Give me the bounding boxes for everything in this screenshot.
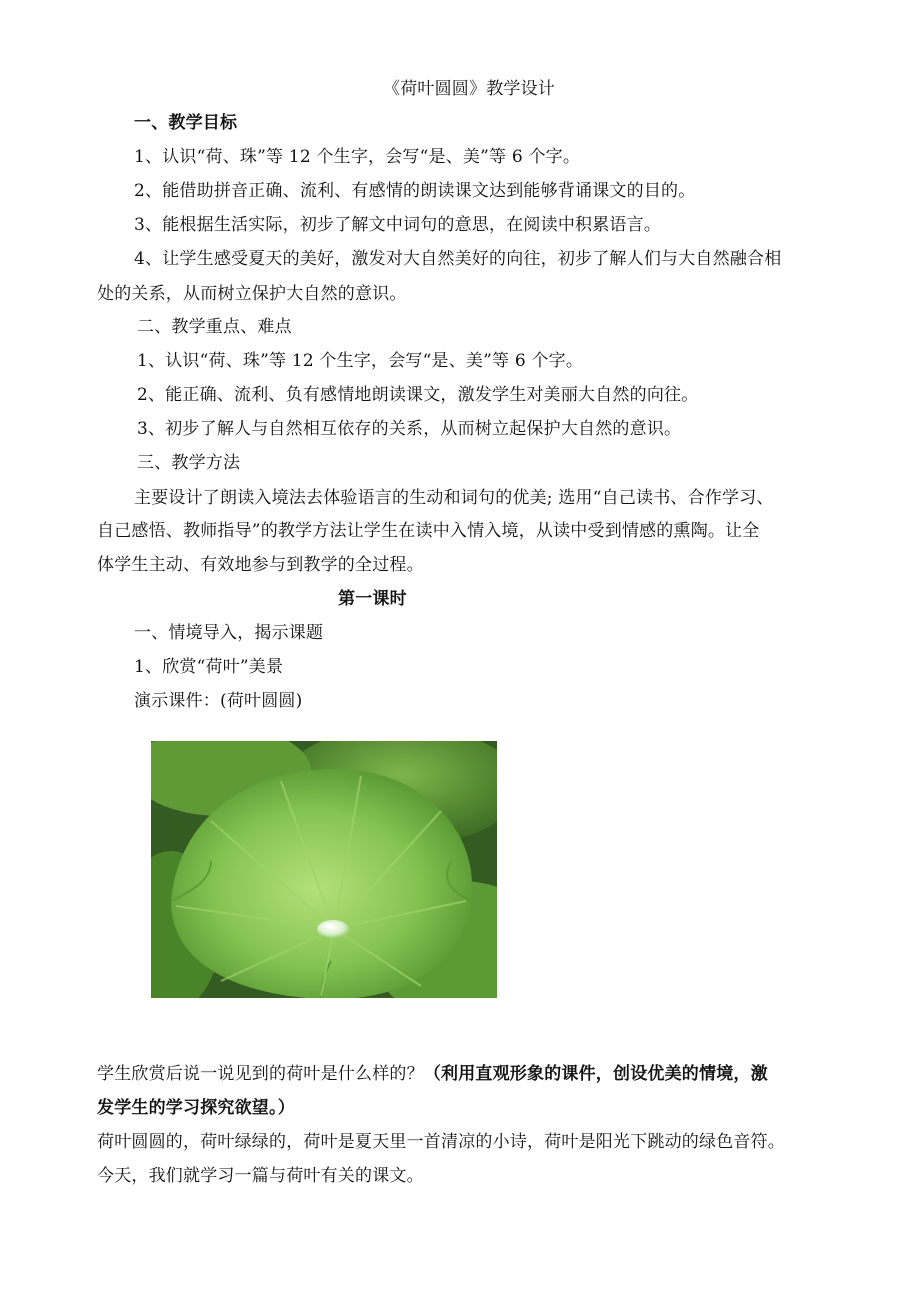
teaching-note: （利用直观形象的课件，创设优美的情境，激 — [423, 1064, 768, 1084]
objective-item: 2、能借助拼音正确、流利、有感情的朗读课文达到能够背诵课文的目的。 — [134, 181, 696, 201]
methods-paragraph-line: 自己感悟、教师指导”的教学方法让学生在读中入情入境，从读中受到情感的熏陶。让全 — [97, 521, 760, 541]
question-text: 学生欣赏后说一说见到的荷叶是什么样的？ — [97, 1064, 424, 1084]
section-heading-key-points: 二、教学重点、难点 — [137, 317, 292, 337]
objective-item: 4、让学生感受夏天的美好，激发对大自然美好的向往，初步了解人们与大自然融合相 — [134, 249, 782, 269]
teaching-note-continued: 发学生的学习探究欲望。） — [97, 1098, 295, 1118]
section-heading-methods: 三、教学方法 — [137, 453, 241, 473]
objective-item: 3、能根据生活实际，初步了解文中词句的意思，在阅读中积累语言。 — [134, 215, 662, 235]
lesson-substep: 1、欣赏“荷叶”美景 — [134, 657, 284, 677]
objective-item-continued: 处的关系，从而树立保护大自然的意识。 — [97, 284, 407, 304]
objective-item: 1、认识“荷、珠”等 12 个生字，会写“是、美”等 6 个字。 — [134, 147, 581, 167]
methods-paragraph-line: 体学生主动、有效地参与到教学的全过程。 — [97, 555, 424, 575]
lotus-leaf-illustration — [151, 741, 497, 998]
key-point-item: 2、能正确、流利、负有感情地朗读课文，激发学生对美丽大自然的向往。 — [137, 385, 699, 405]
question-line — [97, 1062, 768, 1086]
methods-paragraph-line: 主要设计了朗读入境法去体验语言的生动和词句的优美; 选用“自己读书、合作学习、 — [134, 488, 774, 508]
intro-paragraph-line: 今天，我们就学习一篇与荷叶有关的课文。 — [97, 1166, 424, 1186]
section-heading-objectives: 一、教学目标 — [134, 113, 238, 133]
intro-paragraph-line: 荷叶圆圆的，荷叶绿绿的，荷叶是夏天里一首清凉的小诗，荷叶是阳光下跳动的绿色音符。 — [97, 1132, 785, 1152]
key-point-item: 1、认识“荷、珠”等 12 个生字，会写“是、美”等 6 个字。 — [137, 351, 584, 371]
key-point-item: 3、初步了解人与自然相互依存的关系，从而树立起保护大自然的意识。 — [137, 419, 682, 439]
document-title: 《荷叶圆圆》教学设计 — [383, 79, 555, 99]
lesson-step-heading: 一、情境导入，揭示课题 — [134, 623, 324, 643]
courseware-label: 演示课件：(荷叶圆圆) — [134, 691, 303, 711]
lotus-leaf-photo — [151, 741, 497, 998]
lesson-heading: 第一课时 — [338, 589, 407, 609]
